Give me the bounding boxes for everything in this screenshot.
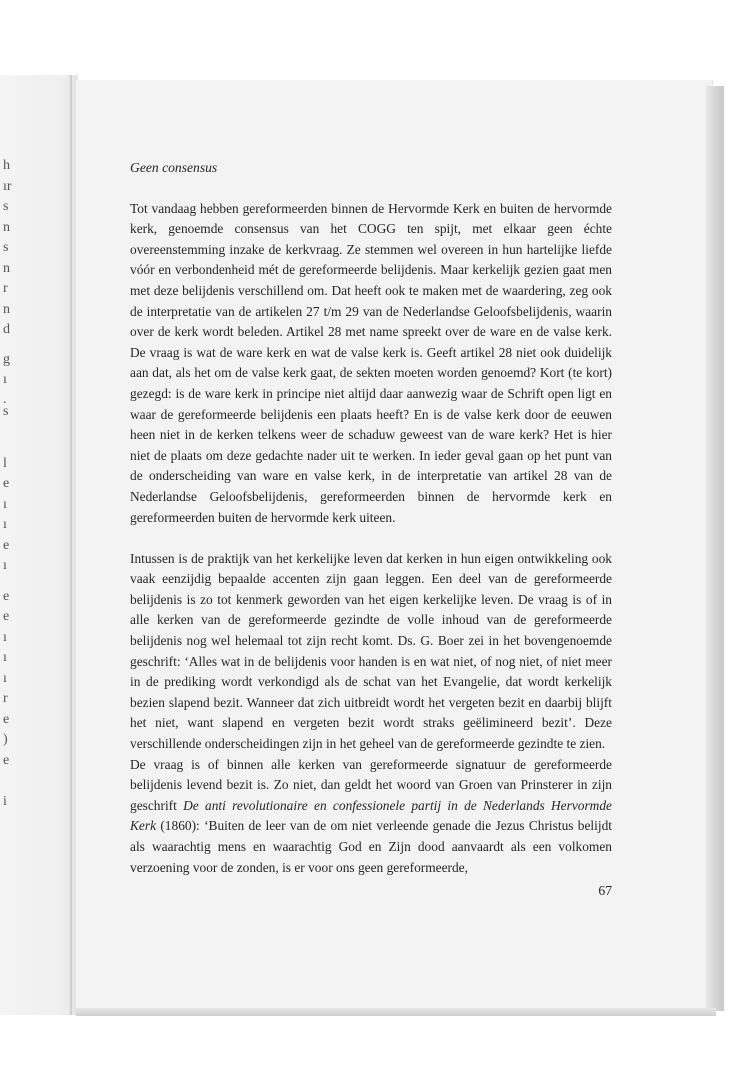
facing-fragment: d: [3, 322, 10, 337]
facing-fragment: e: [3, 712, 10, 727]
facing-fragment: e: [3, 538, 10, 553]
facing-fragment: .: [3, 392, 7, 407]
facing-fragment: n: [3, 220, 10, 235]
paragraph-2: Intussen is de praktijk van het kerkelijke leven dat kerken in hun eigen ontwikkeling ook vaak eenzijdig bepaalde accenten zijn gaan leggen. Een deel van de gereformeerde belijdenis is zo tot kenmerk geworden van het eigen kerkelijke leven. De vraag is of in alle kerken van de gereformeerde gezindte de volle inhoud van de gereformeerde belijdenis nog wel helemaal tot zijn recht komt. Ds. G. Boer zei in het bovengenoemde geschrift: ‘Alles wat in de belijdenis voor handen is en wat niet, of nog niet, of niet meer in de prediking wordt verkondigd als de schat van het Evangelie, dat wordt kerkelijk bezien slapend bezit. Wanneer dat zich uitbreidt wordt het vergeten bezit en daarbij blijft het niet, want slapend en vergeten bezit wordt straks geëlimineerd bezit’. Deze verschillende onderscheidingen zijn in het geheel van de gereformeerde gezindte te zien.: [130, 550, 612, 752]
page-bottom-edge: [76, 1008, 716, 1016]
paragraph-1: Tot vandaag hebben gereformeerden binnen de Hervormde Kerk en buiten de hervormde kerk, genoemde consensus van het COGG ten spijt, met elkaar geen échte overeenstemming inzake de kerkvraag. Ze stemmen wel overeen in hun hartelijke liefde vóór en verbondenheid mét de gereformeerde belijdenis. Maar kerkelijk gezien gaat men met deze belijdenis verschillend om. Dat heeft ook te maken met de waardering, zeg ook de interpretatie van de artikelen 27 t/m 29 van de Nederlandse Geloofsbelijdenis, waarin over de kerk wordt beleden. Artikel 28 met name spreekt over de ware en de valse kerk. De vraag is wat de ware kerk en wat de valse kerk is. Geeft artikel 28 niet ook duidelijk aan dat, als het om de valse kerk gaat, de sekten moeten worden genoemd? Kort (te kort) gezegd: is de ware kerk in principe niet altijd daar aanwezig waar de Schrift open ligt en waar de gereformeerde belijdenis een plaats heeft? En is de valse kerk door de eeuwen heen niet in de kerken telkens weer de schaduw geweest van de ware kerk? Het is hier niet de plaats om deze gedachte nader uit te werken. In ieder geval gaan op het punt van de onderscheiding van ware en valse kerk, in de interpretatie van artikel 28 van de Nederlandse Geloofsbelijdenis, gereformeerden binnen de hervormde kerk en gereformeerden buiten de hervormde kerk uiteen.: [130, 200, 612, 525]
paragraph-gap: [130, 528, 612, 549]
page-number: 67: [598, 883, 612, 898]
facing-fragment: ı: [3, 671, 7, 686]
facing-fragment: ı: [3, 650, 7, 665]
facing-fragment: ): [3, 732, 8, 747]
facing-fragment: n: [3, 302, 10, 317]
facing-fragment: g: [3, 352, 10, 367]
facing-page-text-fragments: [3, 0, 17, 1068]
facing-fragment: ı: [3, 372, 7, 387]
facing-fragment: s: [3, 199, 9, 214]
facing-fragment: s: [3, 404, 9, 419]
book-spine: [70, 75, 72, 1015]
book-title: De anti revolutionaire en confessionele partij in de Nederlands Hervormde Kerk: [130, 797, 612, 834]
facing-fragment: r: [3, 691, 8, 706]
paragraph-3-text-start: De vraag is of binnen alle kerken van gereformeerde signatuur de gereformeerde belijdenis levend bezit is. Zo niet, dan geldt het woord van Groen van Prinsterer in zijn geschrift: [130, 756, 612, 813]
facing-fragment: ı: [3, 517, 7, 532]
facing-fragment: ı: [3, 630, 7, 645]
facing-fragment: e: [3, 609, 10, 624]
facing-fragment: s: [3, 240, 9, 255]
facing-fragment: e: [3, 589, 10, 604]
facing-fragment: ı: [3, 558, 7, 573]
page-text: [130, 158, 612, 878]
facing-fragment: ı: [3, 497, 7, 512]
facing-fragment: e: [3, 753, 10, 768]
facing-fragment: e: [3, 476, 10, 491]
facing-fragment: r: [3, 281, 8, 296]
paragraph-3: [130, 755, 612, 879]
page-stack-edge: [706, 86, 724, 1011]
facing-fragment: h: [3, 158, 10, 173]
facing-fragment: l: [3, 456, 7, 471]
paragraph-3-text-end: (1860): ‘Buiten de leer van de om niet verleende genade die Jezus Christus belijdt als waarachtig mens en waarachtig God en Zijn dood aanvaardt als een volkomen verzoening voor de zonden, is er voor ons geen gereformeerde,: [130, 818, 612, 875]
facing-fragment: ır: [3, 179, 12, 194]
facing-fragment: i: [3, 794, 7, 809]
facing-fragment: n: [3, 261, 10, 276]
section-heading: Geen consensus: [130, 160, 218, 175]
